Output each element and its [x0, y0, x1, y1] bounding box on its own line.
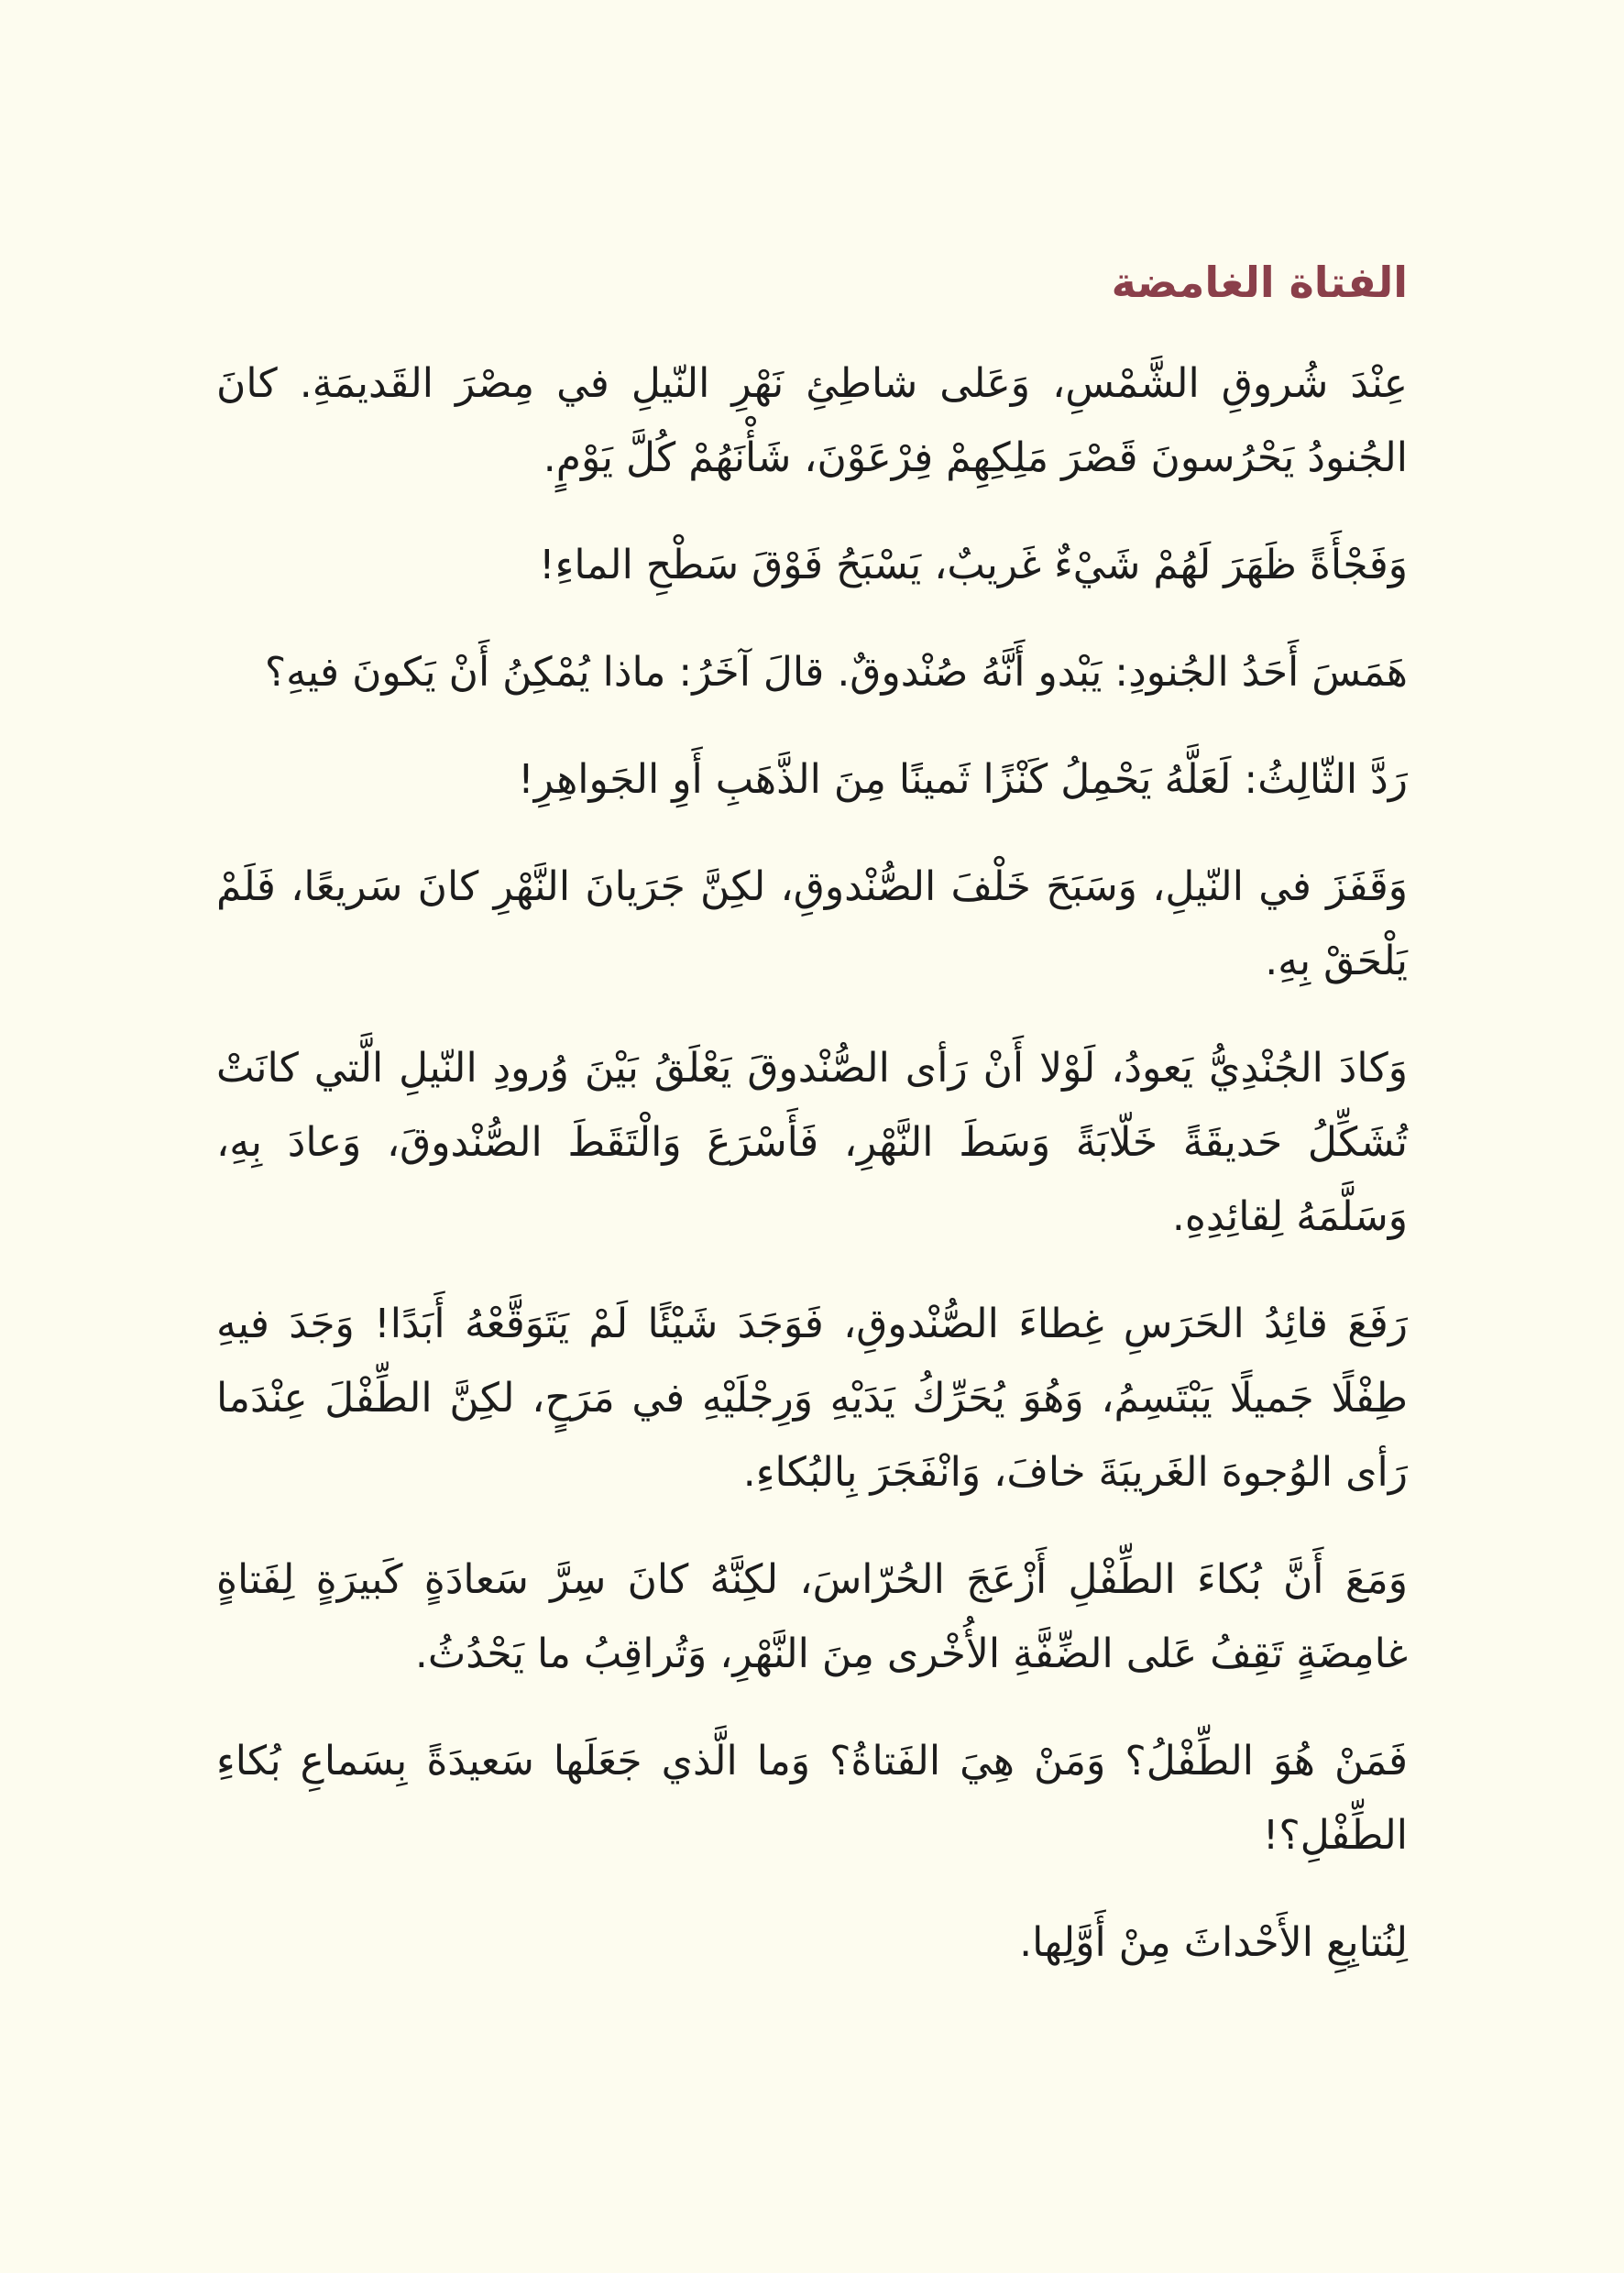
story-paragraph-7: رَفَعَ قائِدُ الحَرَسِ غِطاءَ الصُّنْدوقِ، فَوَجَدَ شَيْئًا لَمْ يَتَوَقَّعْهُ أَبَدًا! وَجَدَ فيهِ طِفْلًا جَميلًا يَبْتَسِمُ، وَهُوَ يُحَرِّكُ يَدَيْهِ وَرِجْلَيْهِ في مَرَحٍ، لكِنَّ الطِّفْلَ عِنْدَما رَأى الوُجوهَ الغَريبَةَ خافَ، وَانْفَجَرَ بِالبُكاءِ. — [216, 1301, 1408, 1496]
story-paragraph-6: وَكادَ الجُنْدِيُّ يَعودُ، لَوْلا أَنْ رَأى الصُّنْدوقَ يَعْلَقُ بَيْنَ وُرودِ النّيلِ الَّتي كانَتْ تُشَكِّلُ حَديقَةً خَلّابَةً وَسَطَ النَّهْرِ، فَأَسْرَعَ وَالْتَقَطَ الصُّنْدوقَ، وَعادَ بِهِ، وَسَلَّمَهُ لِقائِدِهِ. — [216, 1045, 1408, 1240]
story-paragraph-1: عِنْدَ شُروقِ الشَّمْسِ، وَعَلى شاطِئِ نَهْرِ النّيلِ في مِصْرَ القَديمَةِ. كانَ الجُنودُ يَحْرُسونَ قَصْرَ مَلِكِهِمْ فِرْعَوْنَ، شَأْنَهُمْ كُلَّ يَوْمٍ. — [216, 360, 1408, 481]
story-paragraph-8: وَمَعَ أَنَّ بُكاءَ الطِّفْلِ أَزْعَجَ الحُرّاسَ، لكِنَّهُ كانَ سِرَّ سَعادَةٍ كَبيرَةٍ لِفَتاةٍ غامِضَةٍ تَقِفُ عَلى الضِّفَّةِ الأُخْرى مِنَ النَّهْرِ، وَتُراقِبُ ما يَحْدُثُ. — [216, 1556, 1408, 1677]
story-paragraph-3: هَمَسَ أَحَدُ الجُنودِ: يَبْدو أَنَّهُ صُنْدوقٌ. قالَ آخَرُ: ماذا يُمْكِنُ أَنْ يَكونَ فيهِ؟ — [264, 649, 1408, 696]
story-paragraph-10: لِنُتابِعِ الأَحْداثَ مِنْ أَوَّلِها. — [1019, 1919, 1408, 1966]
story-paragraph-5: وَقَفَزَ في النّيلِ، وَسَبَحَ خَلْفَ الصُّنْدوقِ، لكِنَّ جَرَيانَ النَّهْرِ كانَ سَريعًا، فَلَمْ يَلْحَقْ بِهِ. — [216, 863, 1408, 984]
story-paragraph-4: رَدَّ الثّالِثُ: لَعَلَّهُ يَحْمِلُ كَنْزًا ثَمينًا مِنَ الذَّهَبِ أَوِ الجَواهِرِ! — [518, 756, 1408, 803]
story-title: الفتاة الغامضة — [1111, 258, 1408, 307]
story-paragraph-9: فَمَنْ هُوَ الطِّفْلُ؟ وَمَنْ هِيَ الفَتاةُ؟ وَما الَّذي جَعَلَها سَعيدَةً بِسَماعِ بُكاءِ الطِّفْلِ؟! — [216, 1738, 1408, 1859]
story-paragraph-2: وَفَجْأَةً ظَهَرَ لَهُمْ شَيْءٌ غَريبٌ، يَسْبَحُ فَوْقَ سَطْحِ الماءِ! — [539, 542, 1408, 588]
